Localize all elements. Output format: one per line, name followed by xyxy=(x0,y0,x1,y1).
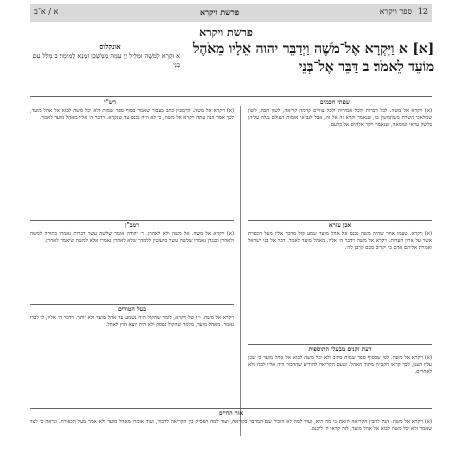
divider xyxy=(30,408,432,409)
column-divider xyxy=(240,106,241,436)
divider xyxy=(248,220,432,221)
verse-text: [א] א וַיִּקְרָא אֶל־מֹשֶׁה וַיְדַבֵּר יהוה אֵלָיו מֵאֹהֶל מוֹעֵד לֵאמֹר׃ ב דַּבֵּר אֶל־בְּנֵי xyxy=(193,41,434,75)
onkelos-label: אונקלוס xyxy=(99,42,121,51)
daat-label: דעת זקנים מבעלי התוספות xyxy=(308,346,372,353)
divider xyxy=(30,304,234,305)
baal-haturim-label: בעל הטורים xyxy=(117,306,147,313)
page-number: 12 xyxy=(417,7,428,16)
right-top-commentary: (א) ויקרא אל משה. לכל דברות ולכל אמירות ולכל צוויים קדמה קריאה, לשון חבה, לשון שמלאכי השרת משתמשין בו, שנאמר וקרא זה אל זה, אבל לנביאי אומות העולם נגלה עליהן בלשון עראי וטומאה, שנאמר ויקר אלהים אל בלעם. xyxy=(248,108,432,129)
ramban-label: רמב"ן xyxy=(124,222,140,229)
left-mid-commentary: (א) ויקרא אל משה. אל משה ולא לאהרן. ר׳ יהודה אומר שלשה עשר דברות נאמרו בתורה למשה ולאהרן וכנגדן נאמרו שלשה עשר מיעוטין ללמדך שלא לאהרן נאמרו אלא למשה שיאמר לאהרן. xyxy=(30,231,234,245)
rashi-label: רש"י xyxy=(104,99,116,106)
ibn-ezra-label: אבן עזרא xyxy=(328,222,352,229)
portion-title: פרשת ויקרא xyxy=(199,26,253,39)
divider xyxy=(30,220,234,221)
left-top-commentary: (א) ויקרא אל משה. הרמב״ן כתב בעבור שאמר בסוף ספר שמות ולא יכל משה לבוא אל אהל מועד, לכך אמר הנה עתה ויקרא אל משה, כי לא היה נכנס עד שנקרא. וידבר ה׳ אליו מאהל מועד לאמר. xyxy=(30,108,234,122)
book-title: ספר ויקרא xyxy=(379,7,412,16)
running-header xyxy=(30,4,432,22)
bottom-commentary: (א) ויקרא אל משה. הנה להבין הקריאה הזאת כי מה היא, ועוד למה לא הזכיר שם המדבר בקריאה, ועוד למה הפסיק בין הקריאה לדבור, ועוד אומרו מאהל מועד ולא אמר מעל הכפורת. ונראה כי לצד שאמר ולא יכל משה לבוא אל אהל מועד, לזה קראו ה׳ ליכנס. xyxy=(30,419,432,433)
divider xyxy=(30,96,432,97)
left-bottom-commentary: ויקרא אל משה. ו״ו של ויקרא, לומר שהקול היה נשמע עד אהל מועד ולא יותר. וידבר ה׳ אליו, לו לבדו נאמר. מאהל מועד, מלמד שהקול נפסק ולא היה יוצא חוץ לאהל. xyxy=(30,315,234,329)
haketav-label: שפתי חכמים xyxy=(319,99,351,106)
divider xyxy=(248,344,432,345)
or-hachaim-label: אור החיים xyxy=(218,410,244,417)
chapter-verse-ref: א / א־ב xyxy=(34,7,59,16)
right-mid-commentary: (א) ויקרא. טעמו אחר שהיה משה נכנס אל אהל מועד שמע קול מדבר אליו מעל הכפרת אשר על ארון העדות. ויקרא אל משה וידבר ה׳ אליו. מאהל מועד לאמר. דבר אל בני ישראל ואמרת אליהם אדם כי יקריב מכם קרבן לה׳. xyxy=(248,231,432,252)
portion-name: פרשת ויקרא xyxy=(200,7,240,17)
right-bottom-commentary: (א) ויקרא אל משה. לפי שבסוף ספר שמות כתיב ולא יכל משה לבוא אל אהל מועד כי שכן עליו הענן, לכך קראו הקב״ה מתוך האהל. וטעם הקריאה להודיע שהדבור היה אליו לבדו ולא לאחרים. xyxy=(248,355,432,376)
onkelos-text: א וּקְרָא לְמשֶׁה וּמַלֵּיל יְיָ עִמֵּהּ מִמַּשְׁכַּן זִמְנָא לְמֵימָר׃ ב מַלֵּל עִם בְּנֵי xyxy=(32,52,180,69)
